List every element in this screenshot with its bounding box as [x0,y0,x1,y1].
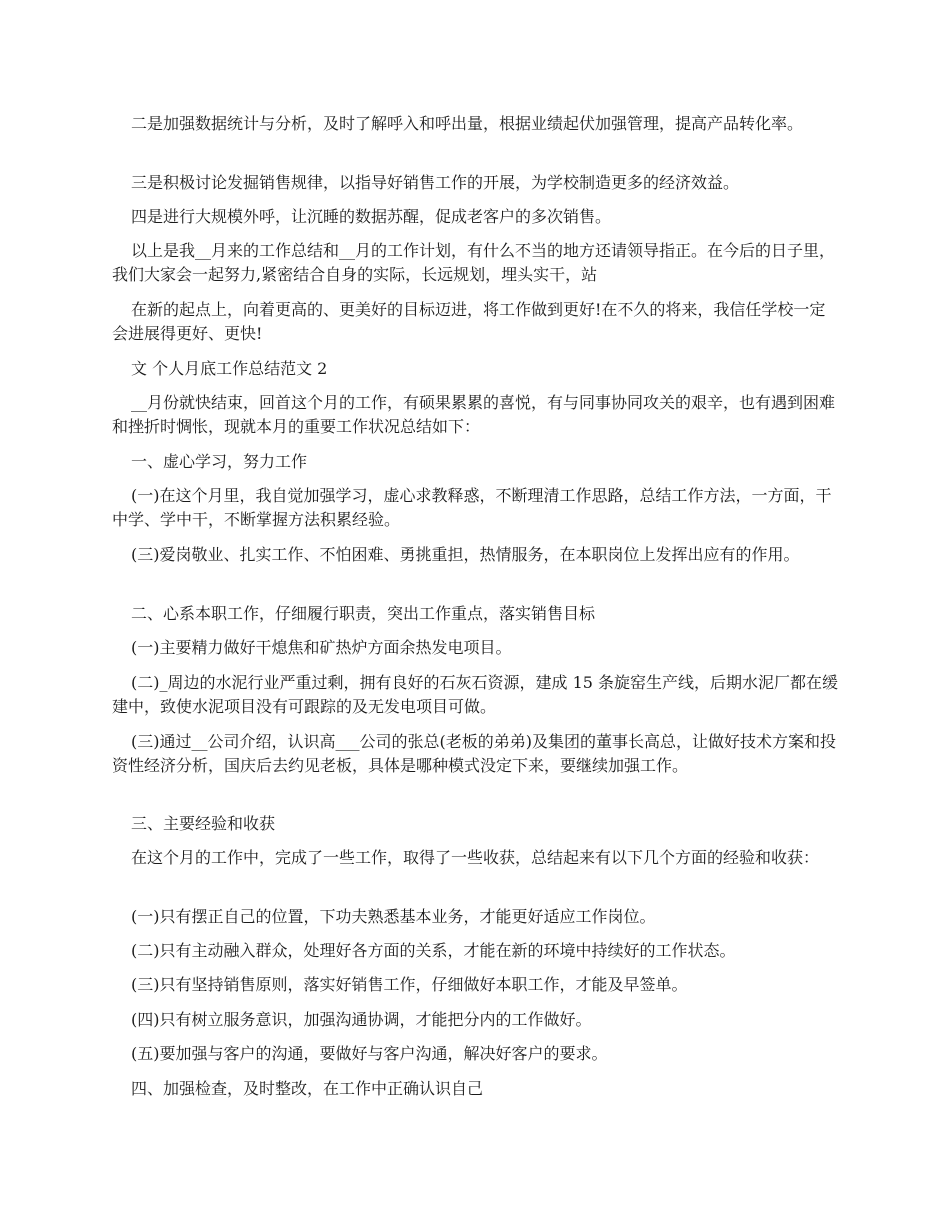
paragraph-new-starting-point: 在新的起点上，向着更高的、更美好的目标迈进，将工作做到更好!在不久的将来，我信任学校一定会进展得更好、更快! [112,300,826,343]
paragraph-learning-1: (一)在这个月里，我自觉加强学习，虚心求教释惑，不断理清工作思路，总结工作方法，一方面，干中学、学中干，不断掌握方法积累经验。 [112,486,832,529]
paragraph-outbound-calls: 四是进行大规模外呼，让沉睡的数据苏醒，促成老客户的多次销售。 [131,207,612,226]
paragraph-experience-5: (五)要加强与客户的沟通，要做好与客户沟通，解决好客户的要求。 [131,1044,608,1063]
paragraph-summary-plan: 以上是我__月来的工作总结和__月的工作计划，有什么不当的地方还请领导指正。在今后的日子里，我们大家会一起努力,紧密结合自身的实际，长远规划，埋头实干，站 [112,241,836,284]
paragraph-month-review: __月份就快结束，回首这个月的工作，有硕果累累的喜悦，有与同事协同攻关的艰辛，也有遇到困难和挫折时惆怅，现就本月的重要工作状况总结如下： [112,393,836,436]
paragraph-duties-3: (三)通过__公司介绍，认识高___公司的张总(老板的弟弟)及集团的董事长高总，让做好技术方案和投资性经济分析，国庆后去约见老板，具体是哪种模式没定下来，要继续加强工作。 [112,732,836,775]
heading-inspection: 四、加强检查，及时整改，在工作中正确认识自己 [131,1079,484,1098]
heading-learning: 一、虚心学习，努力工作 [131,452,308,471]
paragraph-duties-2: (二)_周边的水泥行业严重过剩，拥有良好的石灰石资源，建成 15 条旋窑生产线，后期水泥厂都在缓建中，致使水泥项目没有可跟踪的及无发电项目可做。 [112,673,839,716]
paragraph-experience-3: (三)只有坚持销售原则，落实好销售工作，仔细做好本职工作，才能及早签单。 [131,975,688,994]
paragraph-learning-3: (三)爱岗敬业、扎实工作、不怕困难、勇挑重担，热情服务，在本职岗位上发挥出应有的作用。 [131,545,800,564]
heading-experience: 三、主要经验和收获 [131,814,276,833]
section-title-sample-2: 文 个人月底工作总结范文 2 [131,359,328,378]
heading-duties: 二、心系本职工作，仔细履行职责，突出工作重点，落实销售目标 [131,604,596,623]
paragraph-experience-intro: 在这个月的工作中，完成了一些工作，取得了一些收获，总结起来有以下几个方面的经验和收获： [131,848,820,867]
paragraph-data-analysis: 二是加强数据统计与分析，及时了解呼入和呼出量，根据业绩起伏加强管理，提高产品转化率。 [131,114,804,133]
paragraph-duties-1: (一)主要精力做好干熄焦和矿热炉方面余热发电项目。 [131,638,512,657]
paragraph-experience-2: (二)只有主动融入群众，处理好各方面的关系，才能在新的环境中持续好的工作状态。 [131,941,736,960]
paragraph-experience-1: (一)只有摆正自己的位置，下功夫熟悉基本业务，才能更好适应工作岗位。 [131,907,656,926]
paragraph-sales-rules: 三是积极讨论发掘销售规律，以指导好销售工作的开展，为学校制造更多的经济效益。 [131,173,740,192]
paragraph-experience-4: (四)只有树立服务意识，加强沟通协调，才能把分内的工作做好。 [131,1010,592,1029]
